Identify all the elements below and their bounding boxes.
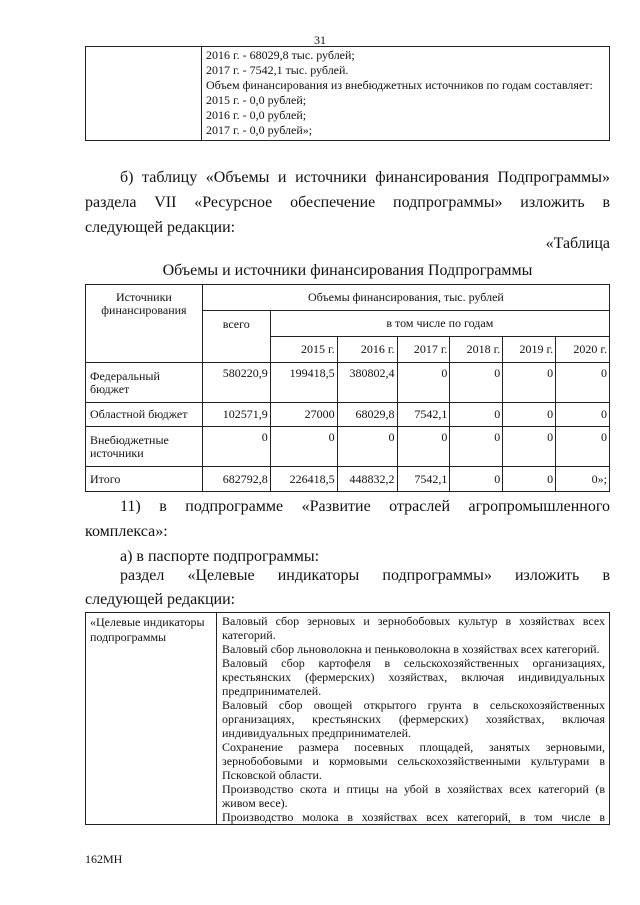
cell: 0 bbox=[556, 403, 610, 427]
page-number: 31 bbox=[314, 33, 326, 47]
header-volumes: Объемы финансирования, тыс. рублей bbox=[202, 285, 609, 311]
row-label: Областной бюджет bbox=[86, 403, 203, 427]
cell: 0 bbox=[397, 427, 450, 467]
table-title: Объемы и источники финансирования Подпрограммы bbox=[162, 262, 533, 279]
para-b-line2: раздела VII «Ресурсное обеспечение подпрограммы» изложить в bbox=[85, 194, 610, 211]
cell: 0 bbox=[270, 427, 337, 467]
indicator-item: Валовый сбор овощей открытого грунта в сельскохозяйственных организациях, крестьянских (фермерских) хозяйствах, включая индивидуальных предпринимателей. bbox=[222, 698, 605, 740]
para-section-line2: следующей редакции: bbox=[85, 591, 236, 608]
cell: 0 bbox=[397, 363, 450, 403]
cell: 580220,9 bbox=[202, 363, 270, 403]
indicator-item: Сохранение размера посевных площадей, занятых зерновыми, зернобобовыми и кормовыми сельскохозяйственными культурами в Псковской области. bbox=[222, 740, 605, 782]
indicators-key: «Целевые индикаторы подпрограммы bbox=[86, 613, 217, 825]
cell: 0 bbox=[556, 427, 610, 467]
header-total: всего bbox=[202, 311, 270, 363]
cell: 0 bbox=[503, 467, 556, 492]
indicators-table bbox=[85, 612, 610, 825]
continuation-line: 2016 г. - 68029,8 тыс. рублей; bbox=[206, 48, 355, 62]
continuation-table bbox=[85, 46, 610, 141]
cell: 0 bbox=[503, 403, 556, 427]
cell: 0 bbox=[503, 427, 556, 467]
continuation-line: 2017 г. - 0,0 рублей»; bbox=[206, 123, 313, 137]
financing-table bbox=[85, 284, 610, 492]
continuation-line: 2017 г. - 7542,1 тыс. рублей. bbox=[206, 63, 349, 77]
indicators-values bbox=[217, 613, 610, 825]
header-year: 2015 г. bbox=[270, 337, 337, 363]
header-year: 2017 г. bbox=[397, 337, 450, 363]
cell: 0 bbox=[202, 427, 270, 467]
cell: 102571,9 bbox=[202, 403, 270, 427]
indicator-item: Валовый сбор картофеля в сельскохозяйственных организациях, крестьянских (фермерских) хозяйствах, включая индивидуальных предпринимателей. bbox=[222, 656, 605, 698]
footer-code: 162МН bbox=[85, 852, 123, 866]
continuation-empty-cell bbox=[86, 47, 202, 141]
cell: 0 bbox=[450, 467, 503, 492]
para-11-line1: 11) в подпрограмме «Развитие отраслей агропромышленного bbox=[120, 498, 610, 515]
cell: 0 bbox=[450, 403, 503, 427]
cell: 0 bbox=[450, 427, 503, 467]
cell: 0 bbox=[503, 363, 556, 403]
para-a: а) в паспорте подпрограммы: bbox=[120, 548, 320, 565]
cell: 448832,2 bbox=[337, 467, 397, 492]
row-label: Итого bbox=[86, 467, 203, 492]
cell: 27000 bbox=[270, 403, 337, 427]
indicator-item: Производство молока в хозяйствах всех категорий, в том числе в bbox=[222, 810, 605, 824]
para-b-line1: б) таблицу «Объемы и источники финансирования Подпрограммы» bbox=[120, 169, 610, 186]
cell: 68029,8 bbox=[337, 403, 397, 427]
continuation-line: Объем финансирования из внебюджетных источников по годам составляет: bbox=[206, 78, 593, 92]
continuation-text-cell bbox=[202, 47, 610, 141]
para-section-line1: раздел «Целевые индикаторы подпрограммы» изложить в bbox=[120, 567, 610, 584]
continuation-line: 2015 г. - 0,0 рублей; bbox=[206, 93, 307, 107]
header-sources: Источники финансирования bbox=[86, 285, 203, 363]
cell: 0 bbox=[556, 363, 610, 403]
para-b-line3: следующей редакции: bbox=[85, 219, 236, 236]
table-label: «Таблица bbox=[545, 235, 610, 252]
table-row bbox=[86, 427, 610, 467]
header-year: 2020 г. bbox=[556, 337, 610, 363]
cell: 7542,1 bbox=[397, 403, 450, 427]
cell: 682792,8 bbox=[202, 467, 270, 492]
indicator-item: Валовый сбор льноволокна и пеньковолокна в хозяйствах всех категорий. bbox=[222, 642, 600, 656]
header-year: 2016 г. bbox=[337, 337, 397, 363]
row-label: Внебюджетные источники bbox=[86, 427, 203, 467]
cell: 380802,4 bbox=[337, 363, 397, 403]
row-label: Федеральный бюджет bbox=[86, 363, 203, 403]
cell: 199418,5 bbox=[270, 363, 337, 403]
indicator-item: Производство скота и птицы на убой в хозяйствах всех категорий (в живом весе). bbox=[222, 782, 605, 810]
table-row bbox=[86, 363, 610, 403]
table-row bbox=[86, 403, 610, 427]
header-year: 2019 г. bbox=[503, 337, 556, 363]
header-year: 2018 г. bbox=[450, 337, 503, 363]
continuation-line: 2016 г. - 0,0 рублей; bbox=[206, 108, 307, 122]
para-11-line2: комплекса»: bbox=[85, 523, 168, 540]
cell: 7542,1 bbox=[397, 467, 450, 492]
cell: 0 bbox=[337, 427, 397, 467]
header-by-years: в том числе по годам bbox=[270, 311, 609, 337]
table-row bbox=[86, 467, 610, 492]
cell: 0 bbox=[450, 363, 503, 403]
indicator-item: Валовый сбор зерновых и зернобобовых культур в хозяйствах всех категорий. bbox=[222, 614, 605, 642]
cell: 226418,5 bbox=[270, 467, 337, 492]
cell: 0»; bbox=[556, 467, 610, 492]
